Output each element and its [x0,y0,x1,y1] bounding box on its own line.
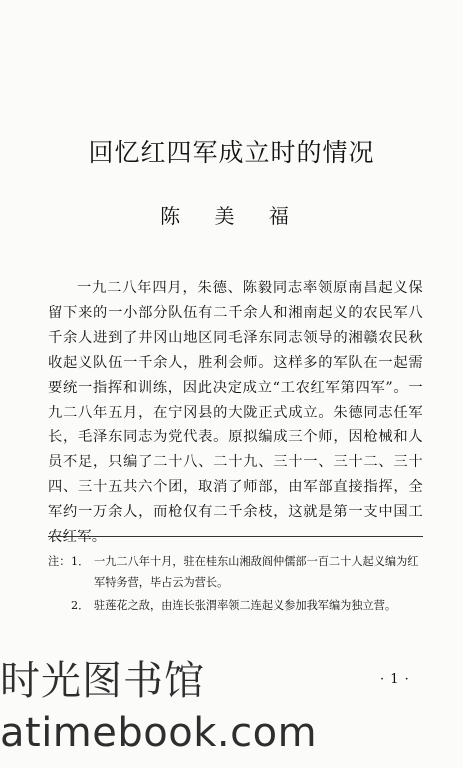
footnote-divider [48,536,423,537]
footnote-label: 注： [48,555,71,568]
body-paragraph: 一九二八年四月，朱德、陈毅同志率领原南昌起义保留下来的一小部分队伍有二千余人和湘南起义的农民军八千余人进到了井冈山地区同毛泽东同志领导的湘赣农民秋收起义队伍一千余人，胜利会师。这样多的军队在一起需要统一指挥和训练，因此决定成立“工农红军第四军”。一九二八年五月，在宁冈县的大陇正式成立。朱德同志任军长，毛泽东同志为党代表。原拟编成三个师，因枪械和人员不足，只编了二十八、二十九、三十一、三十二、三十四、三十五共六个团，取消了师部，由军部直接指挥，全军约一万余人，而枪仅有二千余枝，这就是第一支中国工农红军。 [48,280,423,546]
footnote-number: 2． [71,599,90,612]
author-name: 陈 美 福 [160,204,303,228]
footnote-number: 1． [71,555,90,568]
footnote-2 [48,595,426,616]
footnote-1 [48,551,426,593]
footnote-text: 驻莲花之敌，由连长张渭率领二连起义参加我军编为独立营。 [94,599,397,612]
page-number: · 1 · [380,672,410,687]
watermark-url: atimebook.com [0,710,318,756]
watermark-logo: 时光图书馆 [0,658,205,704]
footnote-text: 一九二八年十月，驻在桂东山湘敌阎仲儒部一百二十人起义编为红军特务营，毕占云为营长。 [94,555,419,589]
page-title: 回忆红四军成立时的情况 [88,138,375,167]
footnotes [48,551,426,616]
